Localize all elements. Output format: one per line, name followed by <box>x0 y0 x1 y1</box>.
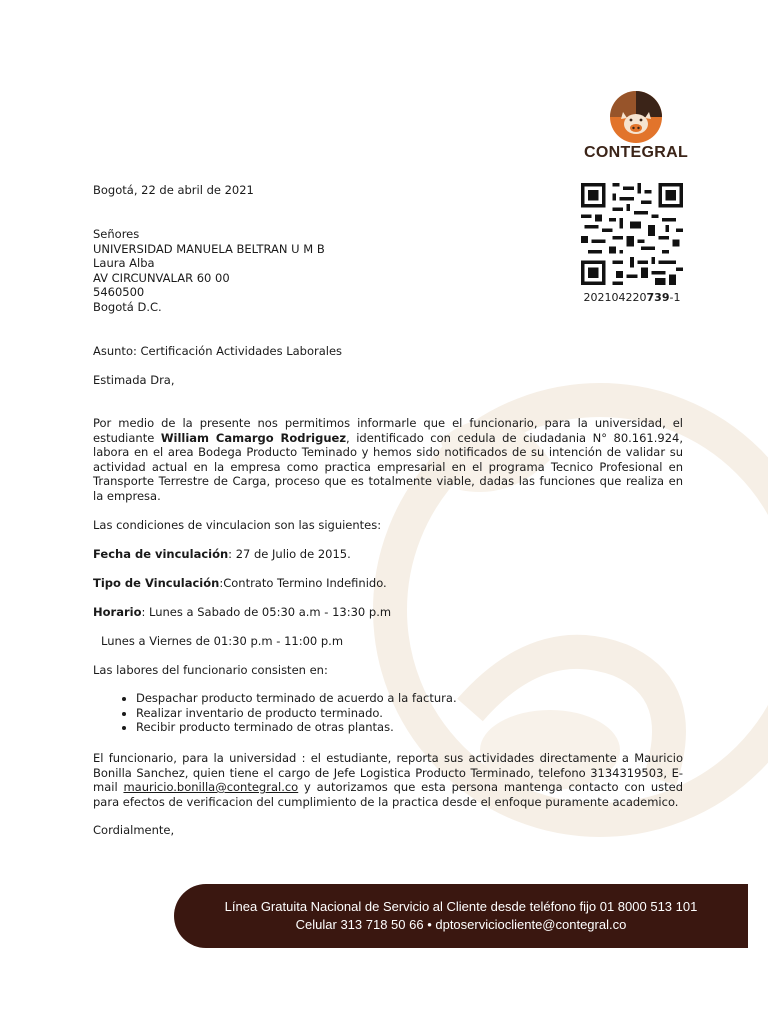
list-item: • Despachar producto terminado de acuerdo a la factura. <box>136 691 457 706</box>
pig-logo-icon <box>576 88 696 144</box>
list-item: • Realizar inventario de producto terminado. <box>136 706 457 721</box>
recipient-line: Bogotá D.C. <box>93 299 162 314</box>
horario-line-2: Lunes a Viernes de 01:30 p.m - 11:00 p.m <box>101 634 344 648</box>
recipient-line: AV CIRCUNVALAR 60 00 <box>93 270 230 285</box>
footer-banner <box>174 884 748 948</box>
horario: Horario: Lunes a Sabado de 05:30 a.m - 13:30 p.m <box>93 605 392 619</box>
recipient-block <box>93 227 325 314</box>
tipo-vinculacion: Tipo de Vinculación:Contrato Termino Indefinido. <box>93 576 387 590</box>
greeting: Estimada Dra, <box>93 373 175 387</box>
recipient-line: Señores <box>93 227 140 241</box>
qr-code-icon <box>581 183 683 285</box>
recipient-line: UNIVERSIDAD MANUELA BELTRAN U M B <box>93 241 325 256</box>
document-code: 202104220739-1 <box>583 291 681 304</box>
footer-line-1: Línea Gratuita Nacional de Servicio al Cliente desde teléfono fijo 01 8000 513 101 <box>224 899 698 914</box>
footer-line-2: Celular 313 718 50 66 • dptoserviciocliente@contegral.co <box>295 917 627 932</box>
letter-date: Bogotá, 22 de abril de 2021 <box>93 183 254 197</box>
fecha-vinculacion: Fecha de vinculación: 27 de Julio de 2015. <box>93 547 351 561</box>
intro-paragraph: Por medio de la presente nos permitimos informarle que el funcionario, para la universidad, el estudiante William Camargo Rodriguez, identificado con cedula de ciudadania N° 80.161.924, labora en el area Bodega Producto Teminado y hemos sido notificados de su intención de validar su actividad actual en la empresa como practica empresarial en el programa Tecnico Profesional en Transporte Terrestre de Carga, proceso que es totalmente viable, dadas las funciones que realiza en la empresa. <box>93 416 684 503</box>
recipient-line: 5460500 <box>93 285 145 299</box>
contegral-logo <box>576 88 696 168</box>
brand-name: CONTEGRAL <box>583 144 689 161</box>
subject-line: Asunto: Certificación Actividades Laborales <box>93 344 343 358</box>
labores-list <box>120 691 457 735</box>
employee-name: William Camargo Rodriguez <box>160 430 347 445</box>
email-link[interactable]: mauricio.bonilla@contegral.co <box>123 780 299 794</box>
closing-paragraph: El funcionario, para la universidad : el estudiante, reporta sus actividades directamente a Mauricio Bonilla Sanchez, quien tiene el cargo de Jefe Logistica Producto Terminado, telefono 3134319503, E-mail mauricio.bonilla@contegral.co y autorizamos que esta persona mantenga contacto con usted para efectos de verificacion del cumplimiento de la practica desde el enfoque puramente academico. <box>93 751 683 809</box>
conditions-intro: Las condiciones de vinculacion son las siguientes: <box>93 518 382 532</box>
recipient-line: Laura Alba <box>93 256 155 270</box>
labores-intro: Las labores del funcionario consisten en: <box>93 663 328 677</box>
list-item: • Recibir producto terminado de otras plantas. <box>136 720 457 735</box>
signoff: Cordialmente, <box>93 823 175 837</box>
